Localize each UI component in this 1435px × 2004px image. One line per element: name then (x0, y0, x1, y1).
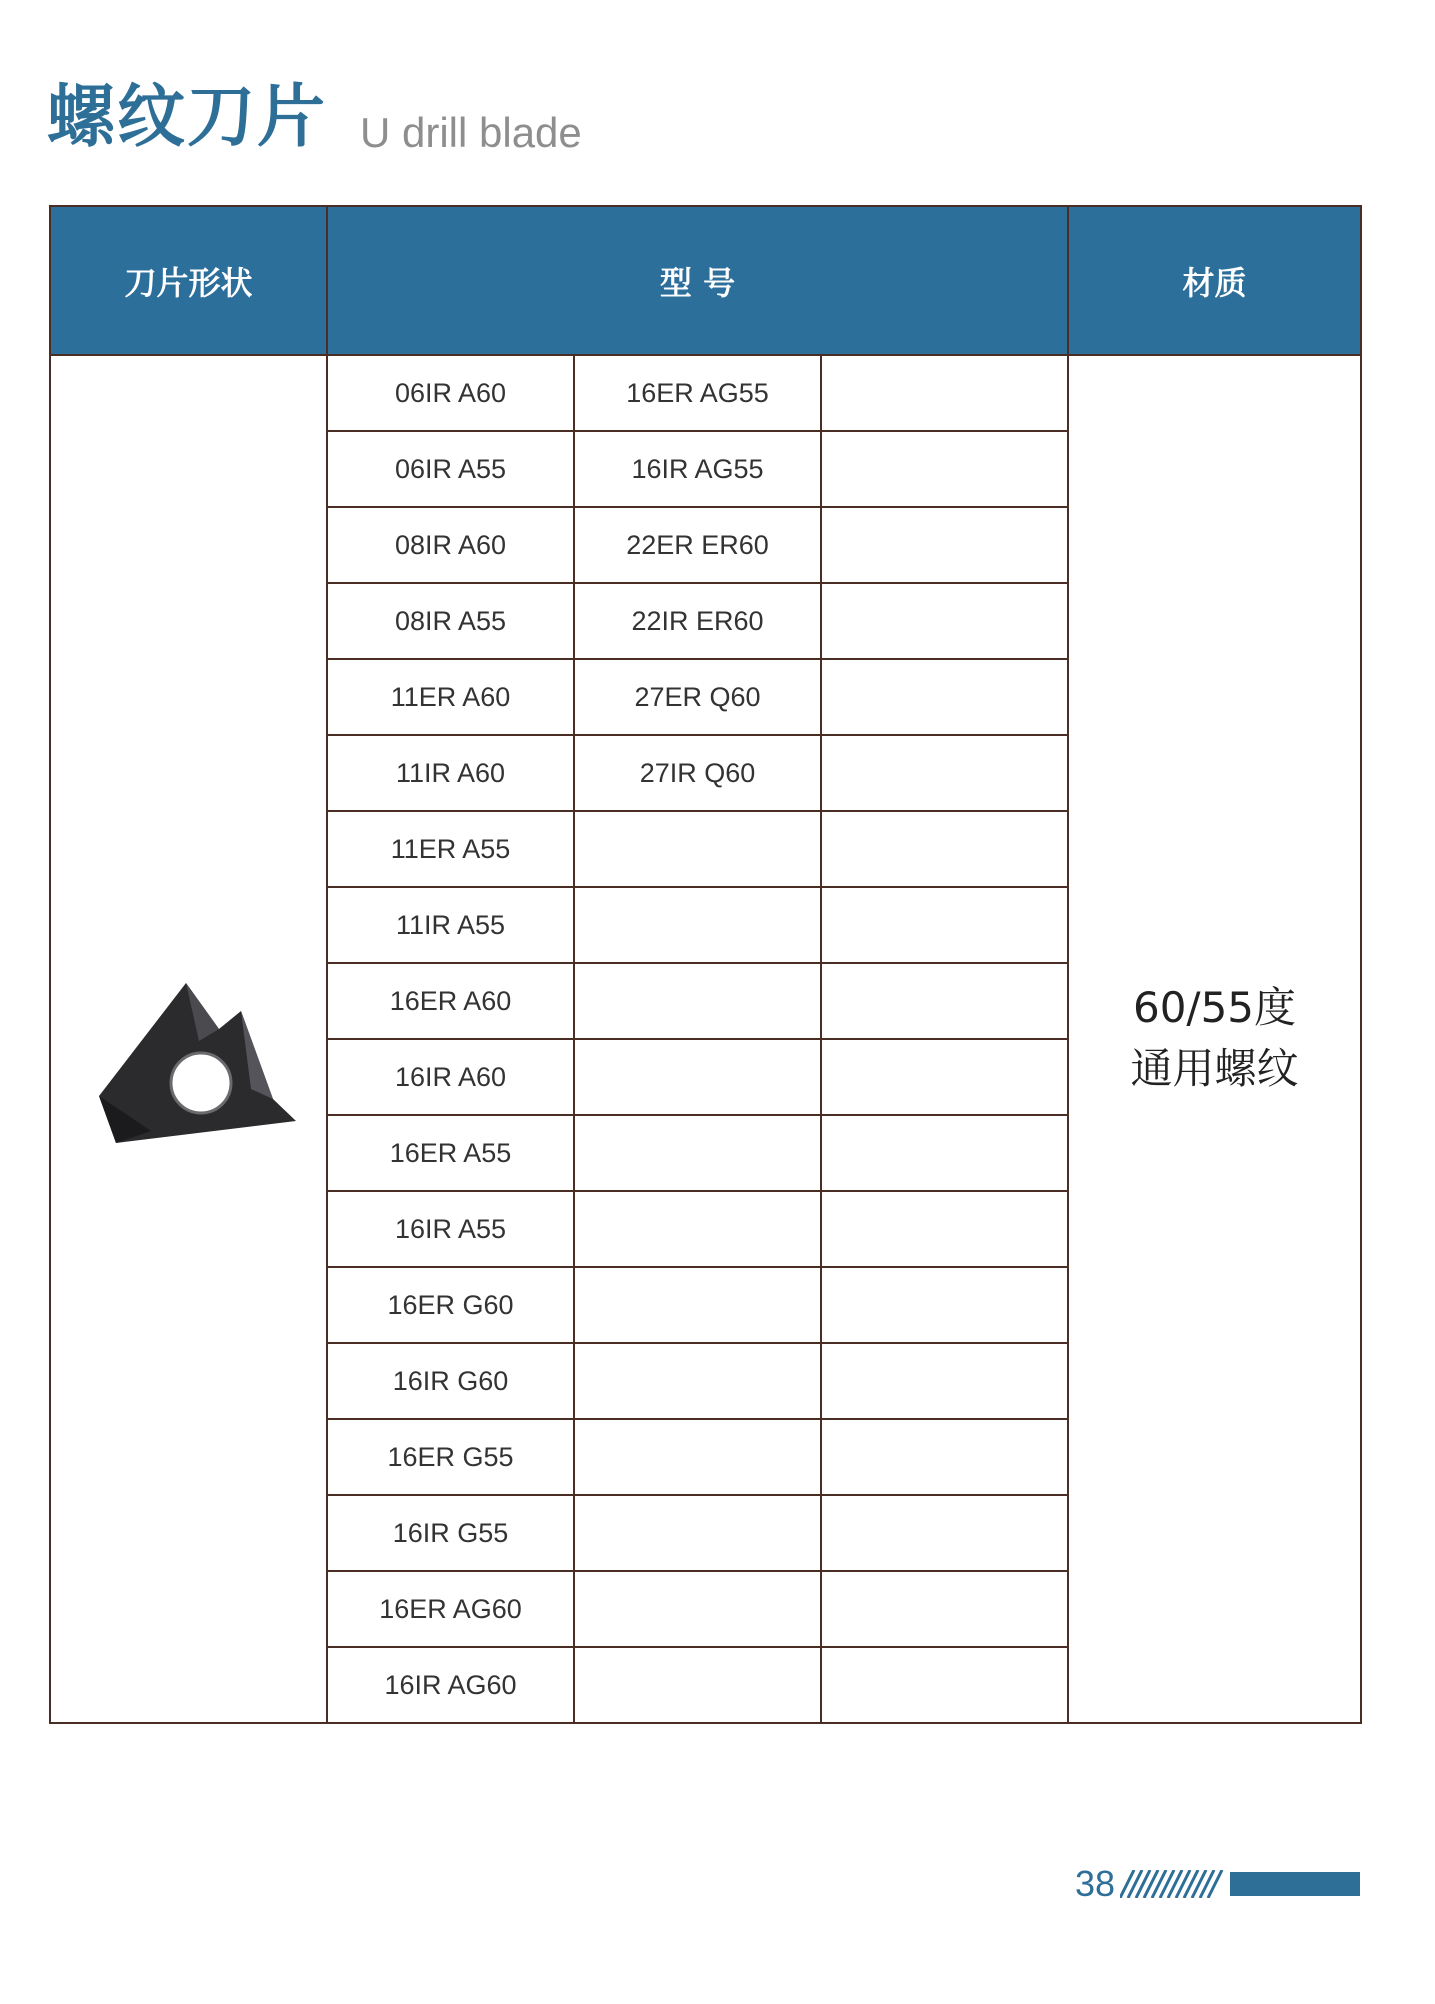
model-cell (574, 1647, 821, 1723)
model-cell (821, 1419, 1068, 1495)
model-cell: 11IR A55 (327, 887, 574, 963)
model-cell: 16ER G55 (327, 1419, 574, 1495)
model-cell (821, 1191, 1068, 1267)
model-cell (574, 887, 821, 963)
model-cell: 16ER G60 (327, 1267, 574, 1343)
page-stripes-decoration (1120, 1870, 1360, 1898)
model-cell: 27ER Q60 (574, 659, 821, 735)
model-cell (821, 659, 1068, 735)
model-cell: 16IR G60 (327, 1343, 574, 1419)
threading-insert-icon (91, 971, 301, 1161)
model-cell: 11IR A60 (327, 735, 574, 811)
model-cell (821, 1039, 1068, 1115)
model-cell: 22IR ER60 (574, 583, 821, 659)
material-cell (1068, 355, 1361, 1723)
model-cell (574, 1571, 821, 1647)
model-cell (821, 1115, 1068, 1191)
model-cell (821, 1495, 1068, 1571)
model-cell (574, 963, 821, 1039)
product-table (49, 205, 1362, 1724)
model-cell (821, 811, 1068, 887)
table-header-row (50, 206, 1361, 355)
model-cell: 27IR Q60 (574, 735, 821, 811)
model-cell (821, 355, 1068, 431)
model-cell (821, 1571, 1068, 1647)
model-cell (821, 1267, 1068, 1343)
model-cell: 22ER ER60 (574, 507, 821, 583)
model-cell (821, 583, 1068, 659)
model-cell: 16ER A55 (327, 1115, 574, 1191)
model-cell: 16ER AG55 (574, 355, 821, 431)
model-cell: 16ER AG60 (327, 1571, 574, 1647)
model-cell: 11ER A60 (327, 659, 574, 735)
model-cell (821, 887, 1068, 963)
page-subtitle: U drill blade (360, 109, 582, 156)
model-cell (574, 811, 821, 887)
shape-cell (50, 355, 327, 1723)
page-title: 螺纹刀片 (47, 78, 328, 157)
header-shape: 刀片形状 (50, 206, 327, 355)
model-cell: 06IR A60 (327, 355, 574, 431)
table-row (50, 355, 1361, 431)
model-cell (821, 431, 1068, 507)
model-cell (574, 1039, 821, 1115)
model-cell (574, 1267, 821, 1343)
model-cell: 11ER A55 (327, 811, 574, 887)
model-cell (821, 1343, 1068, 1419)
model-cell (574, 1343, 821, 1419)
model-cell: 16IR G55 (327, 1495, 574, 1571)
model-cell: 16IR AG60 (327, 1647, 574, 1723)
model-cell: 06IR A55 (327, 431, 574, 507)
page-number: 38 (1075, 1863, 1116, 1904)
model-cell (574, 1115, 821, 1191)
model-cell: 08IR A60 (327, 507, 574, 583)
model-cell: 16ER A60 (327, 963, 574, 1039)
model-cell (821, 735, 1068, 811)
model-cell (574, 1419, 821, 1495)
model-cell: 08IR A55 (327, 583, 574, 659)
model-cell (821, 963, 1068, 1039)
model-cell (821, 1647, 1068, 1723)
header-material: 材质 (1068, 206, 1361, 355)
model-cell (821, 507, 1068, 583)
material-angle: 60/55度 (1132, 983, 1297, 1033)
model-cell: 16IR AG55 (574, 431, 821, 507)
material-type: 通用螺纹 (1130, 1044, 1299, 1093)
model-cell: 16IR A55 (327, 1191, 574, 1267)
header-model: 型 号 (327, 206, 1068, 355)
model-cell (574, 1191, 821, 1267)
model-cell (574, 1495, 821, 1571)
model-cell: 16IR A60 (327, 1039, 574, 1115)
